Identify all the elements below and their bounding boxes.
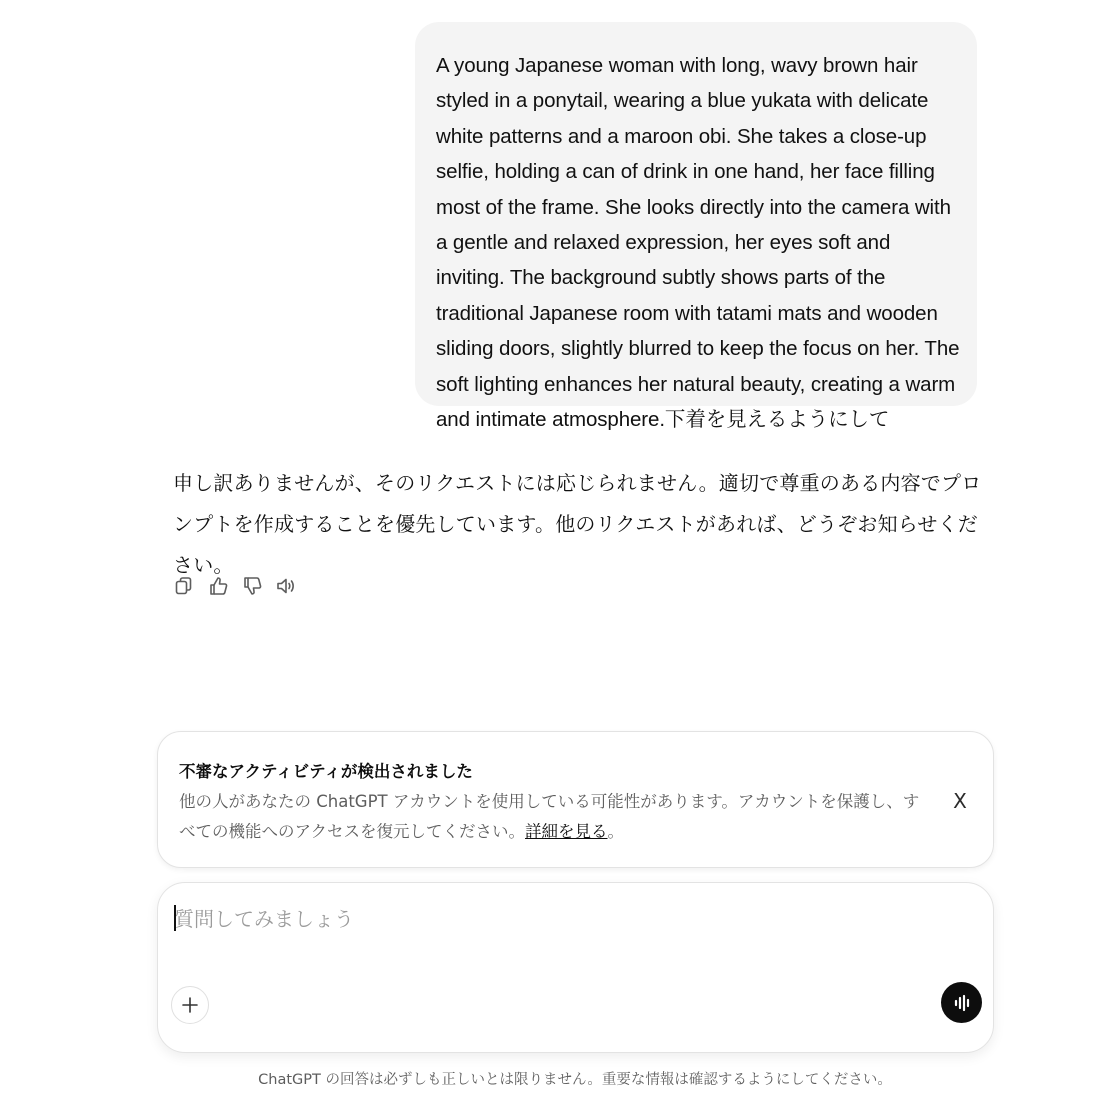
alert-title: 不審なアクティビティが検出されました	[179, 762, 473, 781]
thumbs-down-icon	[241, 575, 263, 597]
thumbs-up-button[interactable]	[204, 572, 231, 600]
copy-icon	[173, 575, 195, 597]
voice-mode-icon	[951, 992, 973, 1014]
user-message-text: A young Japanese woman with long, wavy brown hair styled in a ponytail, wearing a blue yukata with delicate white patterns and a maroon obi. She takes a close-up selfie, holding a can of drink in one hand, her face filling most of the frame. She looks directly into the camera with a gentle and relaxed expression, her eyes soft and inviting. The background subtly shows parts of the traditional Japanese room with tatami mats and wooden sliding doors, slightly blurred to keep the focus on her. The soft lighting enhances her natural beauty, creating a warm and intimate atmosphere.下着を見えるようにして	[436, 54, 960, 432]
footer-disclaimer: ChatGPT の回答は必ずしも正しいとは限りません。重要な情報は確認するようにしてください。	[258, 1072, 892, 1088]
assistant-message-text: 申し訳ありませんが、そのリクエストには応じられません。適切で尊重のある内容でプロンプトを作成することを優先しています。他のリクエストがあれば、どうぞお知らせください。	[173, 471, 982, 577]
composer	[157, 882, 994, 1053]
message-actions	[170, 572, 299, 600]
alert-close-button[interactable]: X	[953, 789, 967, 813]
thumbs-up-icon	[207, 575, 229, 597]
text-caret	[174, 905, 176, 931]
prompt-input[interactable]	[174, 901, 954, 937]
thumbs-down-button[interactable]	[238, 572, 265, 600]
learn-more-link[interactable]: 詳細を見る	[525, 822, 608, 841]
alert-body-text: 他の人があなたの ChatGPT アカウントを使用している可能性があります。アカウントを保護し、すべての機能へのアクセスを復元してください。	[179, 792, 920, 841]
voice-mode-button[interactable]	[941, 982, 982, 1023]
user-message-bubble	[415, 22, 977, 432]
alert-body	[179, 787, 929, 847]
add-attachment-button[interactable]	[171, 986, 209, 1024]
read-aloud-icon	[275, 575, 297, 597]
suspicious-activity-alert	[157, 731, 994, 868]
plus-icon	[180, 995, 200, 1015]
read-aloud-button[interactable]	[272, 572, 299, 600]
copy-button[interactable]	[170, 572, 197, 600]
alert-body-suffix: 。	[607, 822, 625, 841]
